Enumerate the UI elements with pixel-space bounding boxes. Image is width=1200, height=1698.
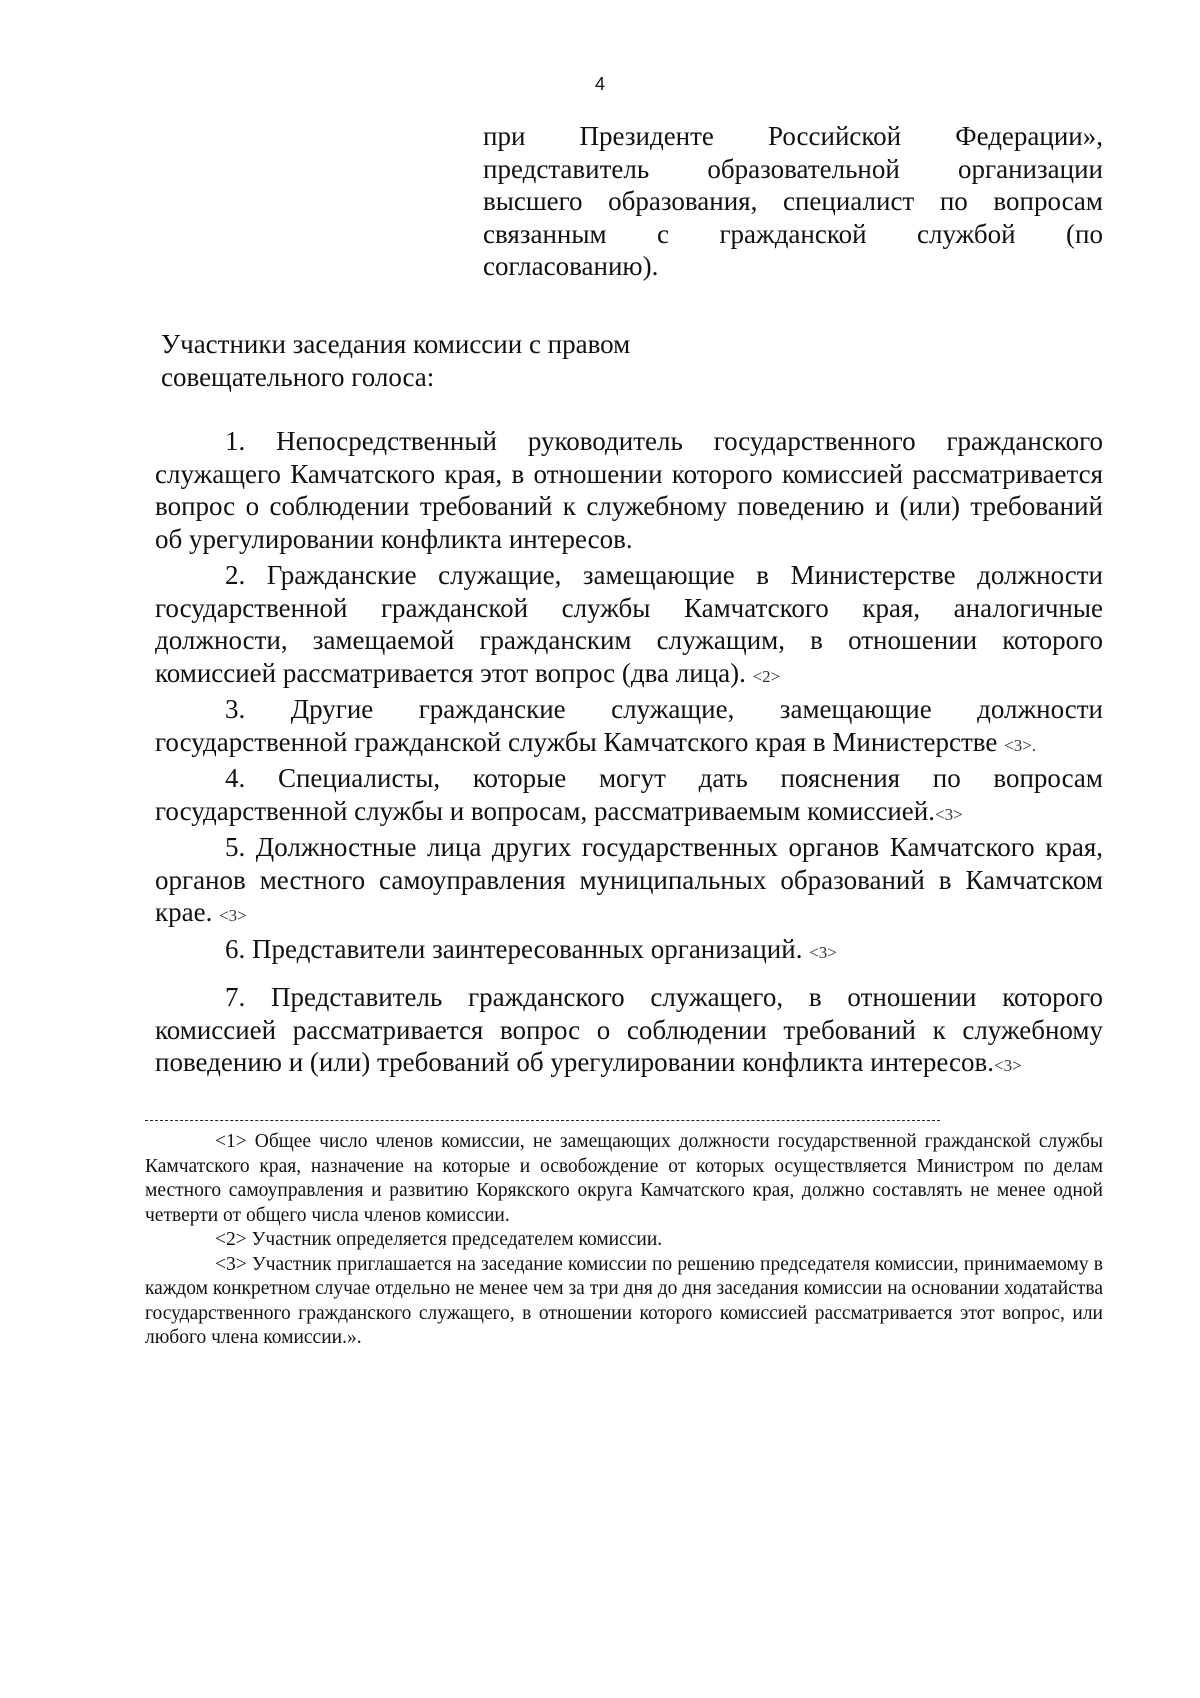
participant-item-3 bbox=[155, 693, 1103, 762]
participant-list bbox=[155, 425, 1103, 1083]
participant-item-4 bbox=[155, 762, 1103, 831]
footnote-ref: <3> bbox=[809, 942, 837, 962]
page-number: 4 bbox=[594, 74, 605, 94]
footnotes bbox=[145, 1130, 1103, 1351]
footnote-1: <1> Общее число членов комиссии, не замещающих должности государственной гражданской службы Камчатского края, назначение на которые и освобождение от которых осуществляется Министром по делам местного самоуправления и развитию Корякского округа Камчатского края, должно составлять не менее одной четверти от общего числа членов комиссии. bbox=[145, 1131, 1103, 1226]
participant-text: 7. Представитель гражданского служащего, в отношении которого комиссией рассматривается вопрос о соблюдении требований к служебному поведению и (или) требований об урегулировании конфликта интересов. bbox=[155, 982, 1103, 1077]
footnote-ref: <3> bbox=[993, 1056, 1022, 1075]
footnote-ref: <3> bbox=[219, 906, 247, 925]
participant-item-1 bbox=[155, 425, 1103, 559]
participant-item-7 bbox=[155, 981, 1103, 1083]
participant-text: 3. Другие гражданские служащие, замещающие должности государственной гражданской службы Камчатского края в Министерстве bbox=[155, 694, 1103, 757]
participants-heading bbox=[161, 328, 681, 393]
footnote-ref: <3>. bbox=[1004, 735, 1037, 755]
participant-text: 4. Специалисты, которые могут дать пояснения по вопросам государственной службы и вопросам, рассматриваемым комиссией. bbox=[155, 763, 1103, 826]
intro-continuation: при Президенте Российской Федерации», представитель образовательной организации высшего образования, специалист по вопросам связанным с гражданской службой (по согласованию). bbox=[483, 121, 1103, 281]
participant-item-5 bbox=[155, 831, 1103, 933]
participant-text: 5. Должностные лица других государственных органов Камчатского края, органов местного самоуправления муниципальных образований в Камчатском крае. bbox=[155, 832, 1103, 927]
participants-heading-line1: Участники заседания комиссии с правом bbox=[161, 329, 631, 359]
participant-item-6 bbox=[155, 933, 1103, 970]
footnote-ref: <3> bbox=[934, 804, 963, 824]
footnote-2: <2> Участник определяется председателем комиссии. bbox=[215, 1229, 663, 1250]
participant-item-2 bbox=[155, 559, 1103, 693]
participant-text: 6. Представители заинтересованных организаций. bbox=[225, 933, 810, 964]
footnote-3: <3> Участник приглашается на заседание комиссии по решению председателя комиссии, принимаемому в каждом конкретном случае отдельно не менее чем за три дня до дня заседания комиссии на основании ходатайства государственного гражданского служащего, в отношении которого комиссией рассматривается этот вопрос, или любого члена комиссии.». bbox=[145, 1253, 1103, 1348]
footnote-ref: <2> bbox=[752, 666, 781, 686]
participant-text: 2. Гражданские служащие, замещающие в Министерстве должности государственной гражданской службы Камчатского края, аналогичные должности, замещаемой гражданским служащим, в отношении которого комиссией рассматривается этот вопрос (два лица). bbox=[155, 560, 1103, 688]
footnote-divider bbox=[145, 1120, 940, 1121]
participant-text: 1. Непосредственный руководитель государственного гражданского служащего Камчатского края, в отношении которого комиссией рассматривается вопрос о соблюдении требований к служебному поведению и (или) требований об урегулировании конфликта интересов. bbox=[155, 426, 1103, 554]
participants-heading-line2: совещательного голоса: bbox=[161, 361, 435, 392]
